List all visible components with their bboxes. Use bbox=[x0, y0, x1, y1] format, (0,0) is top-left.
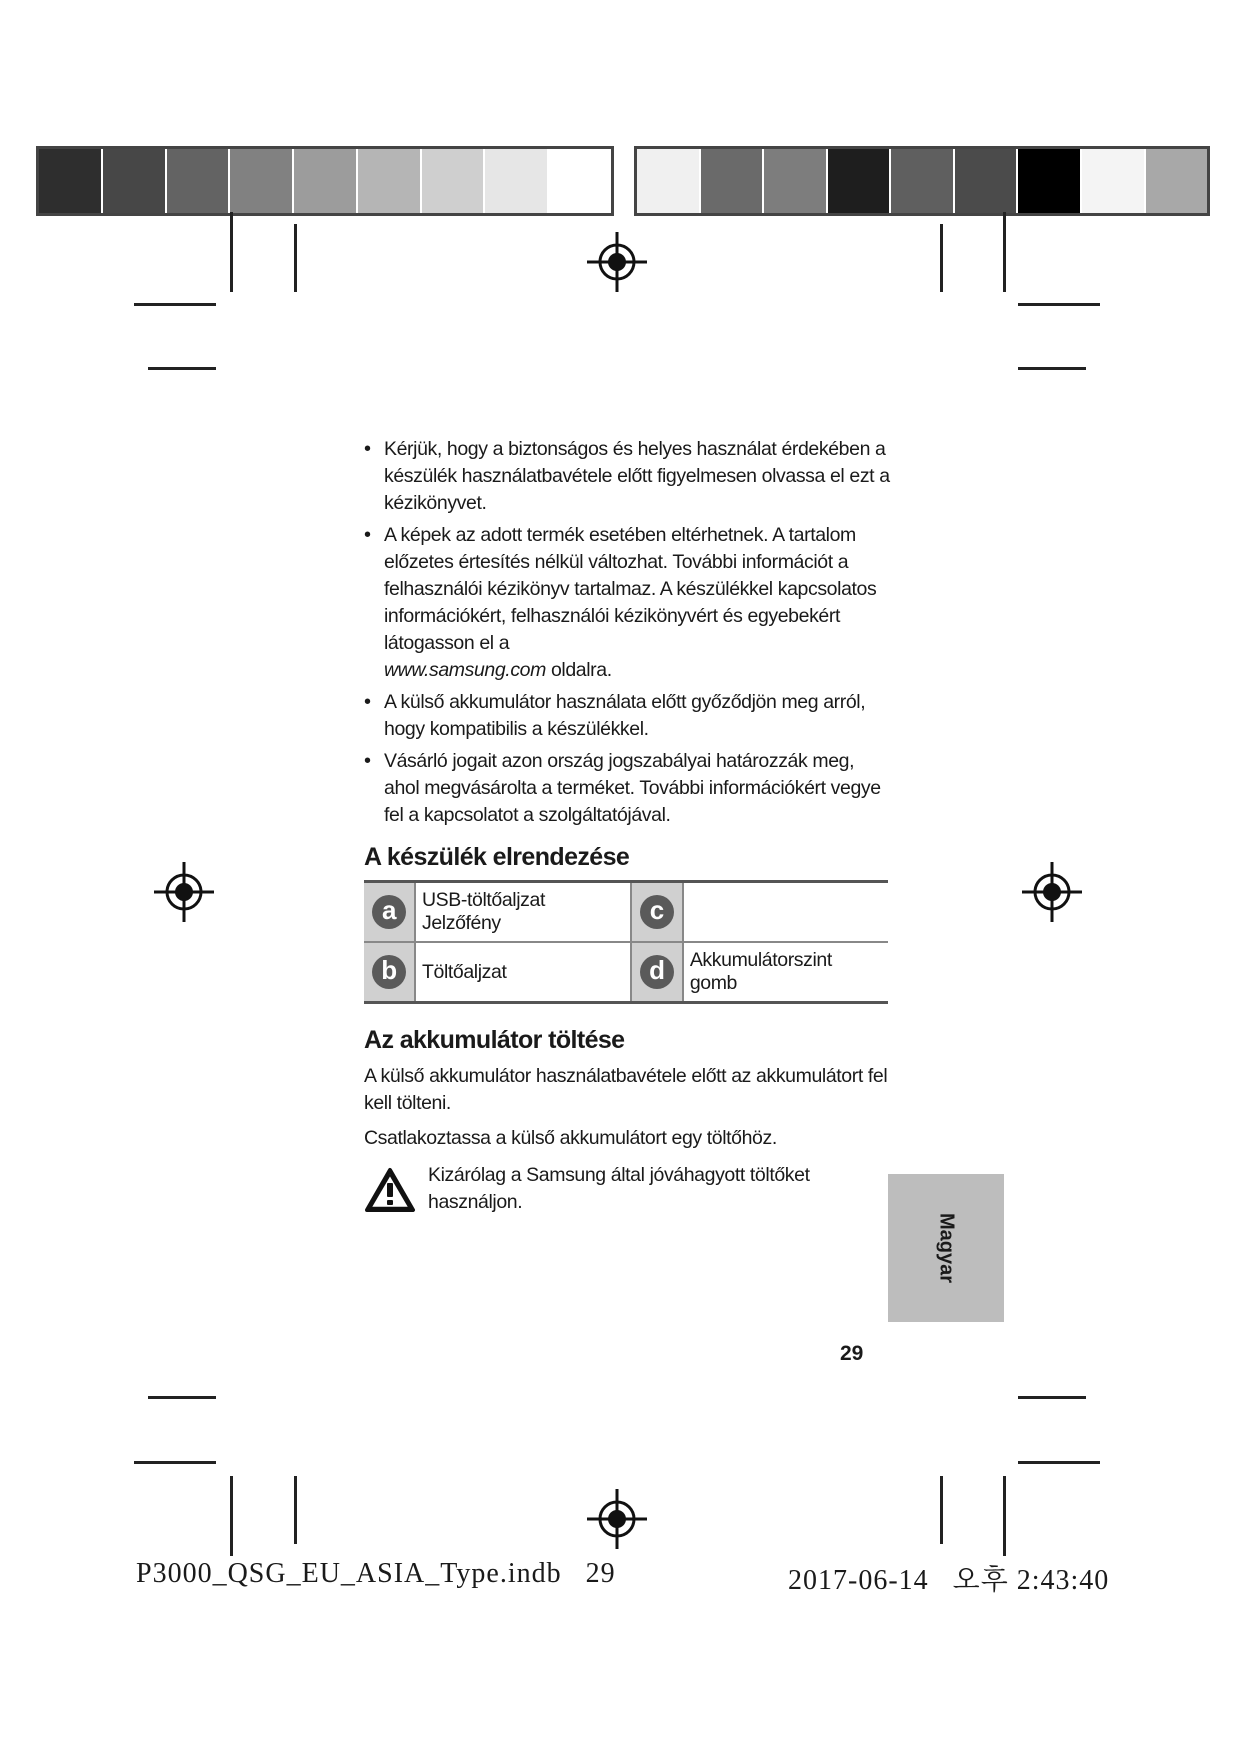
color-swatch bbox=[230, 149, 294, 213]
color-swatch bbox=[764, 149, 828, 213]
label-badge: a bbox=[372, 895, 406, 929]
list-item bbox=[364, 436, 894, 517]
color-swatch bbox=[167, 149, 231, 213]
color-swatch bbox=[549, 149, 611, 213]
color-swatch bbox=[828, 149, 892, 213]
language-tab bbox=[888, 1174, 1004, 1322]
table-cell bbox=[683, 882, 888, 943]
website-suffix: oldalra. bbox=[545, 659, 612, 681]
crop-mark bbox=[1018, 303, 1100, 306]
bullet-text: A képek az adott termék esetében eltérhetnek. A tartalom előzetes értesítés nélkül változhat. További információt a felhasználói kézikönyv tartalmaz. A készülékkel kapcsolatos információkért, felhasználói kézikönyvért és egyebekért látogasson el a bbox=[384, 524, 877, 654]
color-swatch bbox=[955, 149, 1019, 213]
crop-mark bbox=[134, 1461, 216, 1464]
footer-timestamp: 2017-06-14 오후 2:43:40 bbox=[788, 1565, 1110, 1596]
color-swatch bbox=[1082, 149, 1146, 213]
label-badge: d bbox=[640, 955, 674, 989]
label-badge: b bbox=[372, 955, 406, 989]
footer-file-name: P3000_QSG_EU_ASIA_Type.indb 29 bbox=[136, 1558, 616, 1589]
crop-mark bbox=[134, 303, 216, 306]
crop-mark bbox=[148, 1396, 216, 1399]
page-content bbox=[364, 436, 894, 1216]
bullet-text: A külső akkumulátor használata előtt győződjön meg arról, hogy kompatibilis a készülékkel. bbox=[384, 691, 866, 740]
layout-heading: A készülék elrendezése bbox=[364, 843, 630, 871]
bullet-text: Vásárló jogait azon ország jogszabályai határozzák meg, ahol megvásárolta a terméket. További információkért vegye fel a kapcsolatot a szolgáltatójával. bbox=[384, 750, 881, 826]
label-badge: c bbox=[640, 895, 674, 929]
color-swatch bbox=[358, 149, 422, 213]
color-swatch bbox=[701, 149, 765, 213]
crop-mark bbox=[940, 1476, 943, 1544]
crop-mark bbox=[1018, 367, 1086, 370]
registration-mark-icon bbox=[585, 1487, 649, 1551]
crop-mark bbox=[294, 1476, 297, 1544]
list-item bbox=[364, 689, 894, 743]
charging-paragraph: Csatlakoztassa a külső akkumulátort egy töltőhöz. bbox=[364, 1127, 777, 1149]
page-number: 29 bbox=[840, 1342, 864, 1365]
crop-mark bbox=[230, 212, 233, 292]
list-item bbox=[364, 748, 894, 829]
crop-mark bbox=[1018, 1396, 1086, 1399]
crop-mark bbox=[1003, 212, 1006, 292]
badge-cell bbox=[631, 942, 683, 1003]
table-cell: USB-töltőaljzat Jelzőfény bbox=[415, 882, 631, 943]
table-cell: Töltőaljzat bbox=[415, 942, 631, 1003]
color-swatch bbox=[485, 149, 549, 213]
color-bar-right bbox=[634, 146, 1210, 216]
language-label: Magyar bbox=[935, 1212, 958, 1284]
color-swatch bbox=[637, 149, 701, 213]
color-bar-left bbox=[36, 146, 614, 216]
crop-mark bbox=[1003, 1476, 1006, 1556]
caution-text: Kizárólag a Samsung által jóváhagyott töltőket használjon. bbox=[428, 1164, 810, 1213]
color-swatch bbox=[422, 149, 486, 213]
table-cell: Akkumulátorszint gomb bbox=[683, 942, 888, 1003]
warning-icon bbox=[364, 1166, 416, 1214]
device-layout-table bbox=[364, 880, 888, 1004]
website-link[interactable]: www.samsung.com bbox=[384, 659, 546, 681]
registration-mark-icon bbox=[1020, 860, 1084, 924]
registration-mark-icon bbox=[585, 230, 649, 294]
color-swatch bbox=[1146, 149, 1208, 213]
crop-mark bbox=[294, 224, 297, 292]
list-item bbox=[364, 522, 894, 684]
crop-mark bbox=[940, 224, 943, 292]
registration-mark-icon bbox=[152, 860, 216, 924]
color-swatch bbox=[891, 149, 955, 213]
color-swatch bbox=[1018, 149, 1082, 213]
crop-mark bbox=[1018, 1461, 1100, 1464]
caution-note bbox=[364, 1162, 894, 1216]
badge-cell bbox=[364, 942, 415, 1003]
table-row bbox=[364, 882, 888, 943]
intro-bullet-list bbox=[364, 436, 894, 829]
badge-cell bbox=[631, 882, 683, 943]
color-swatch bbox=[103, 149, 167, 213]
crop-mark bbox=[148, 367, 216, 370]
charging-paragraph: A külső akkumulátor használatbavétele előtt az akkumulátort fel kell tölteni. bbox=[364, 1065, 888, 1114]
color-swatch bbox=[294, 149, 358, 213]
bullet-text: Kérjük, hogy a biztonságos és helyes használat érdekében a készülék használatbavétele előtt figyelmesen olvassa el ezt a kézikönyvet. bbox=[384, 438, 890, 514]
badge-cell bbox=[364, 882, 415, 943]
table-row bbox=[364, 942, 888, 1003]
charging-heading: Az akkumulátor töltése bbox=[364, 1026, 625, 1054]
color-swatch bbox=[39, 149, 103, 213]
crop-mark bbox=[230, 1476, 233, 1556]
